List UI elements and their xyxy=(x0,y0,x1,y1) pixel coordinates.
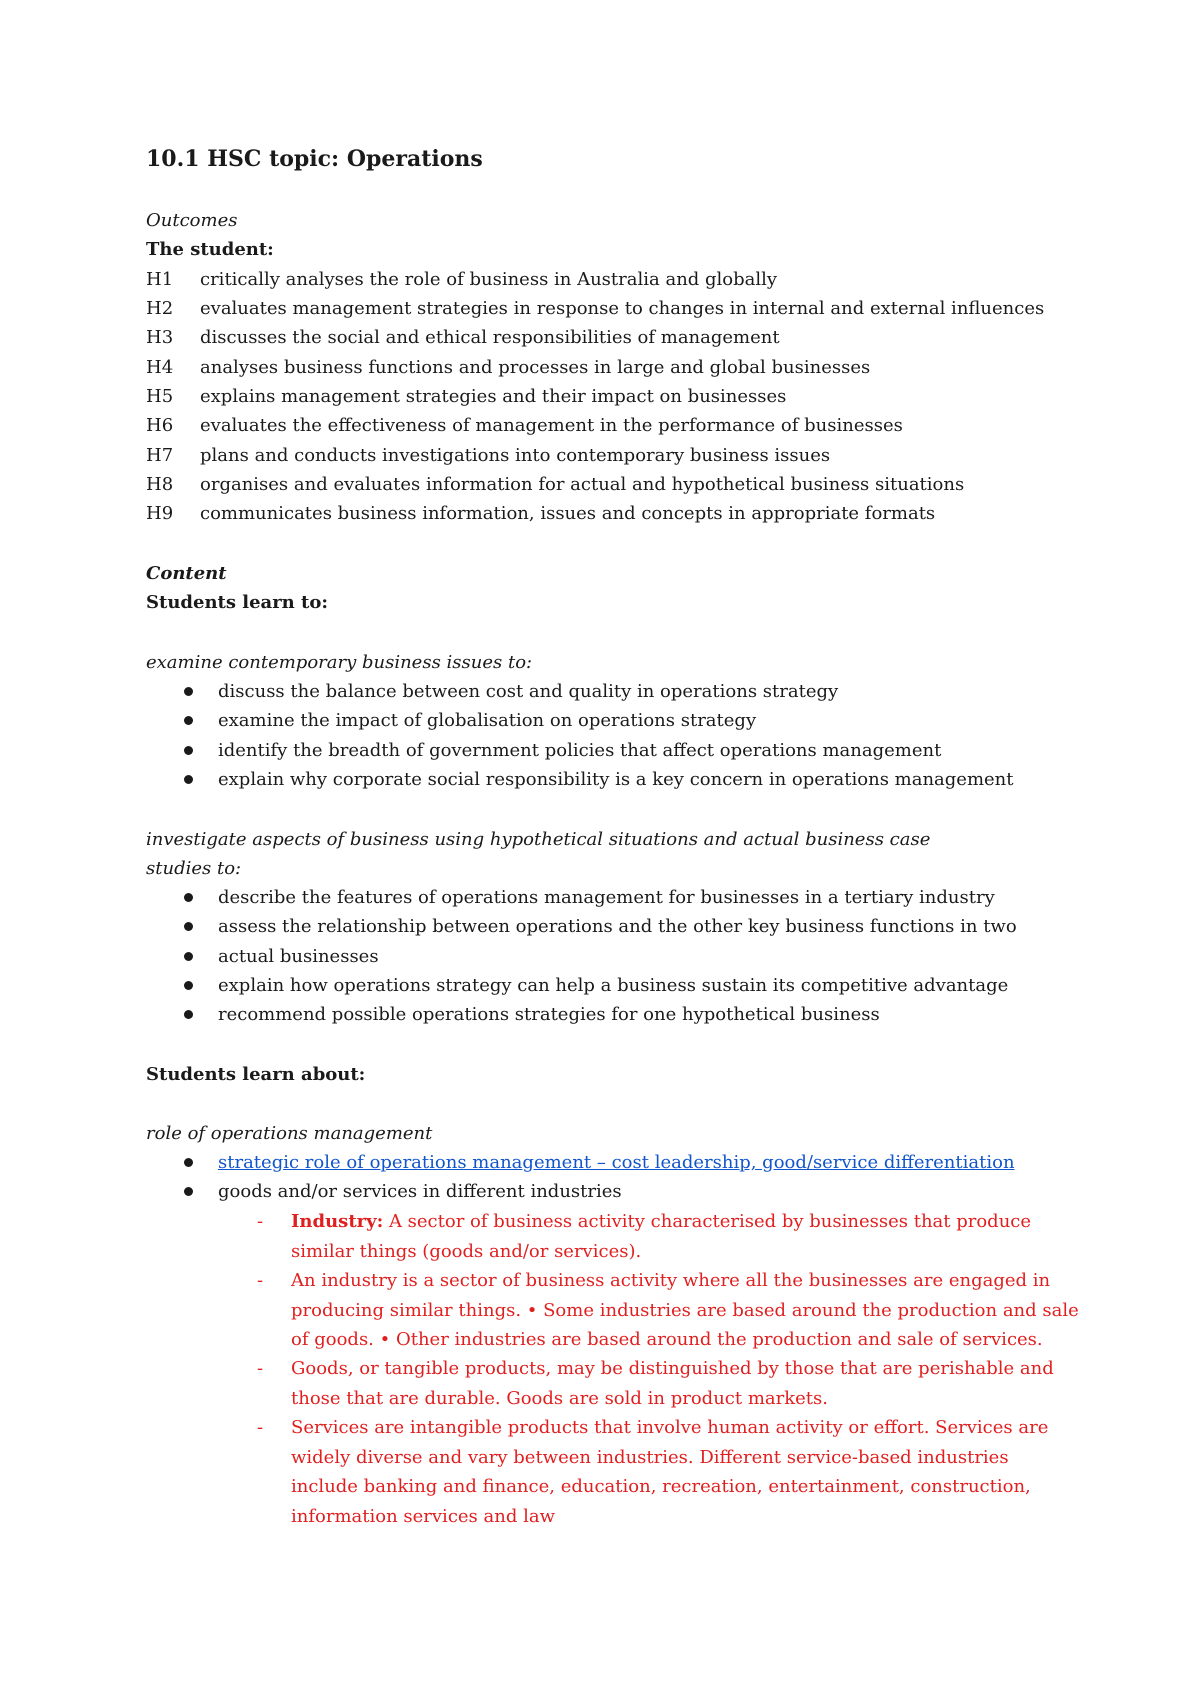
bullet-icon xyxy=(184,981,193,990)
outcomes-heading: Outcomes xyxy=(146,210,238,231)
bullet-icon xyxy=(184,1187,193,1196)
list-item: describe the features of operations management for businesses in a tertiary industry xyxy=(218,887,995,908)
bullet-icon xyxy=(184,893,193,902)
outcome-code: H1 xyxy=(146,269,174,290)
bullet-icon xyxy=(184,922,193,931)
outcome-code: H7 xyxy=(146,445,174,466)
outcome-text: evaluates the effectiveness of management in the performance of businesses xyxy=(200,415,903,436)
outcome-text: communicates business information, issues and concepts in appropriate formats xyxy=(200,503,936,524)
bullet-icon xyxy=(184,952,193,961)
list-item: explain how operations strategy can help a business sustain its competitive advantage xyxy=(218,975,1009,996)
outcome-code: H8 xyxy=(146,474,174,495)
industry-note: An industry is a sector of business activity where all the businesses are engaged in producing similar things. • Some industries are based around the production and sale of goods. • Other industries are based around the production and sale of services. xyxy=(291,1270,1079,1350)
list-item: identify the breadth of government policies that affect operations management xyxy=(218,740,942,761)
outcome-text: organises and evaluates information for actual and hypothetical business situations xyxy=(200,474,965,495)
industry-definition xyxy=(291,1207,1081,1266)
bullet-icon xyxy=(184,1010,193,1019)
outcome-code: H6 xyxy=(146,415,174,436)
investigate-intro-line1: investigate aspects of business using hypothetical situations and actual business case xyxy=(146,829,931,850)
bullet-icon xyxy=(184,716,193,725)
list-item: examine the impact of globalisation on operations strategy xyxy=(218,710,757,731)
dash-marker: - xyxy=(257,1358,264,1379)
industry-label: Industry: xyxy=(291,1211,384,1232)
investigate-intro-line2: studies to: xyxy=(146,858,242,879)
role-intro: role of operations management xyxy=(146,1123,433,1144)
outcome-text: evaluates management strategies in response to changes in internal and external influences xyxy=(200,298,1045,319)
bullet-icon xyxy=(184,746,193,755)
learn-to-heading: Students learn to: xyxy=(146,592,328,613)
dash-marker: - xyxy=(257,1270,264,1291)
bullet-icon xyxy=(184,1158,193,1167)
outcome-code: H3 xyxy=(146,327,174,348)
outcome-code: H2 xyxy=(146,298,174,319)
dash-marker: - xyxy=(257,1417,264,1438)
industry-definition-text: A sector of business activity characterised by businesses that produce similar things (goods and/or services). xyxy=(291,1211,1032,1262)
list-item: goods and/or services in different industries xyxy=(218,1181,622,1202)
list-item: discuss the balance between cost and quality in operations strategy xyxy=(218,681,839,702)
bullet-icon xyxy=(184,687,193,696)
list-item: recommend possible operations strategies for one hypothetical business xyxy=(218,1004,880,1025)
content-heading: Content xyxy=(146,563,227,584)
outcome-code: H4 xyxy=(146,357,174,378)
bullet-icon xyxy=(184,775,193,784)
outcome-code: H9 xyxy=(146,503,174,524)
outcome-text: discusses the social and ethical responsibilities of management xyxy=(200,327,780,348)
outcome-code: H5 xyxy=(146,386,174,407)
learn-about-heading: Students learn about: xyxy=(146,1064,366,1085)
list-item: assess the relationship between operations and the other key business functions in two xyxy=(218,916,1017,937)
student-subheading: The student: xyxy=(146,239,274,260)
strategic-role-link[interactable]: strategic role of operations management – cost leadership, good/service differentiation xyxy=(218,1152,1015,1173)
list-item: actual businesses xyxy=(218,946,379,967)
dash-marker: - xyxy=(257,1211,264,1232)
examine-intro: examine contemporary business issues to: xyxy=(146,652,533,673)
services-note: Services are intangible products that involve human activity or effort. Services are widely diverse and vary between industries. Different service-based industries include banking and finance, education, recreation, entertainment, construction, information services and law xyxy=(291,1417,1049,1527)
outcome-text: plans and conducts investigations into contemporary business issues xyxy=(200,445,831,466)
outcome-text: critically analyses the role of business in Australia and globally xyxy=(200,269,778,290)
outcome-text: analyses business functions and processes in large and global businesses xyxy=(200,357,871,378)
outcome-text: explains management strategies and their impact on businesses xyxy=(200,386,787,407)
page-title: 10.1 HSC topic: Operations xyxy=(146,146,483,172)
goods-note: Goods, or tangible products, may be distinguished by those that are perishable and those that are durable. Goods are sold in product markets. xyxy=(291,1358,1054,1409)
list-item: explain why corporate social responsibility is a key concern in operations management xyxy=(218,769,1014,790)
